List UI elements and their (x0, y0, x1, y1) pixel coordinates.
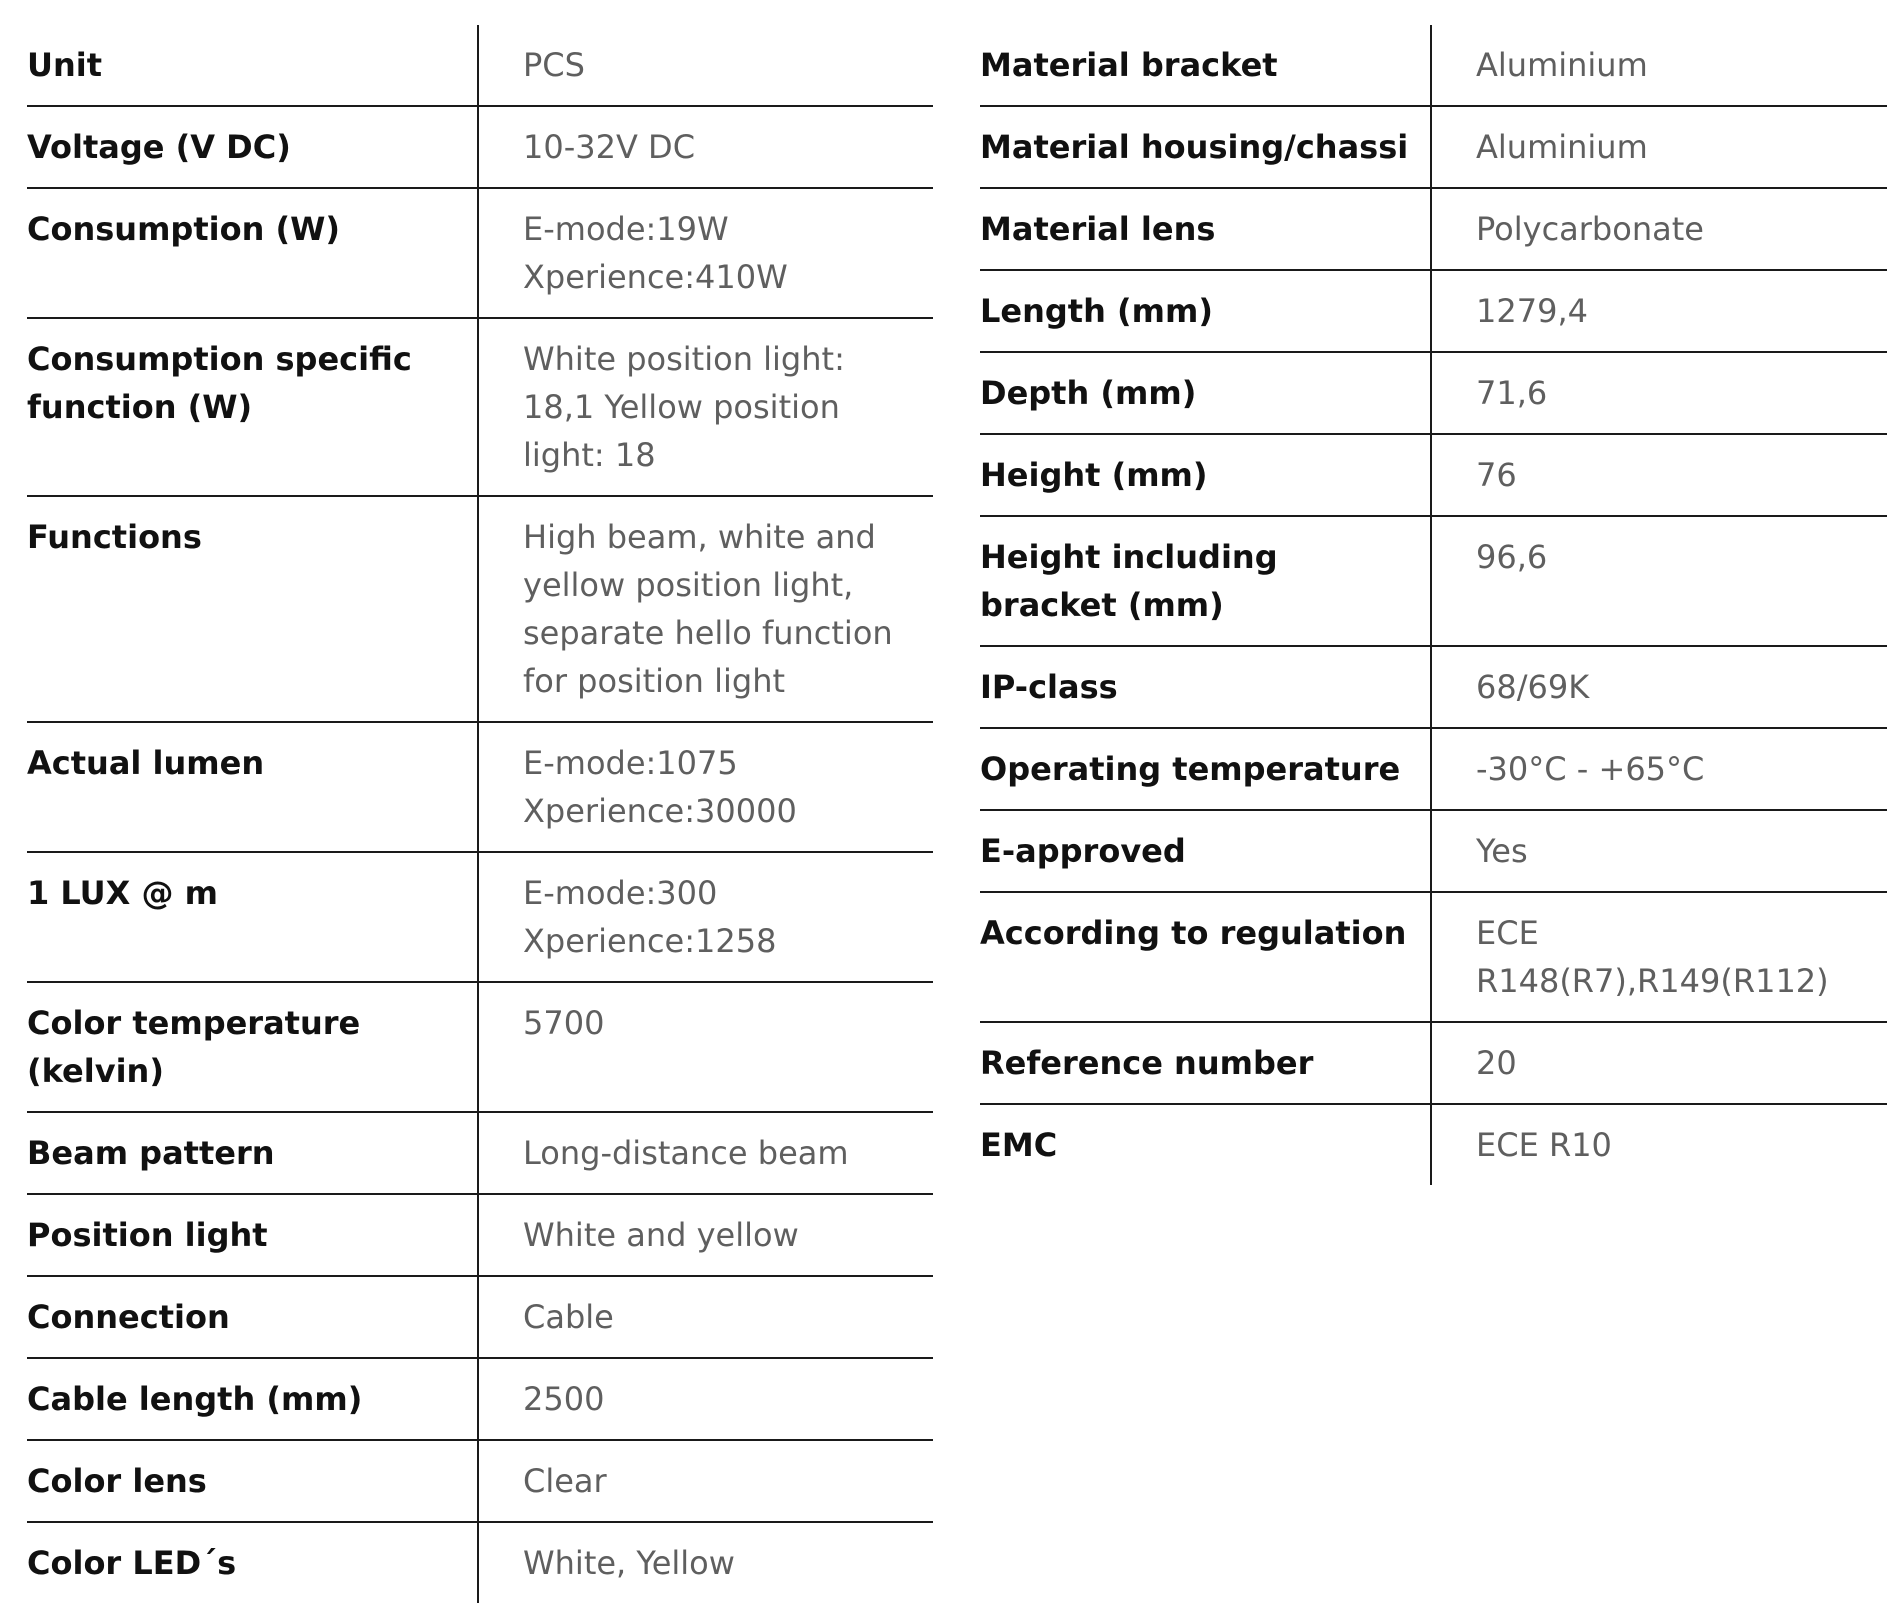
table-row (27, 722, 933, 852)
table-row (980, 892, 1887, 1022)
spec-label: Functions (27, 496, 478, 722)
spec-label: Material housing/chassi (980, 106, 1431, 188)
table-row (980, 810, 1887, 892)
spec-value: Polycarbonate (1431, 188, 1887, 270)
spec-label: Unit (27, 25, 478, 106)
spec-table-right (980, 25, 1887, 1185)
spec-label: Length (mm) (980, 270, 1431, 352)
spec-value: 71,6 (1431, 352, 1887, 434)
spec-label: E-approved (980, 810, 1431, 892)
spec-value: Cable (478, 1276, 933, 1358)
spec-value: White position light: 18,1 Yellow position light: 18 (478, 318, 933, 496)
table-row (980, 352, 1887, 434)
spec-value: 20 (1431, 1022, 1887, 1104)
spec-value: Long-distance beam (478, 1112, 933, 1194)
spec-label: Voltage (V DC) (27, 106, 478, 188)
spec-label: Material lens (980, 188, 1431, 270)
spec-value: 5700 (478, 982, 933, 1112)
spec-label: Height including bracket (mm) (980, 516, 1431, 646)
table-row (27, 1522, 933, 1603)
spec-value: High beam, white and yellow position light, separate hello function for position light (478, 496, 933, 722)
spec-value: 76 (1431, 434, 1887, 516)
table-row (27, 106, 933, 188)
table-row (980, 1022, 1887, 1104)
table-row (980, 646, 1887, 728)
table-row (980, 1104, 1887, 1185)
spec-value: E-mode:300 Xperience:1258 (478, 852, 933, 982)
spec-label: IP-class (980, 646, 1431, 728)
spec-label: According to regulation (980, 892, 1431, 1022)
spec-value: -30°C - +65°C (1431, 728, 1887, 810)
spec-label: Position light (27, 1194, 478, 1276)
spec-table-left (27, 25, 933, 1603)
spec-value: E-mode:1075 Xperience:30000 (478, 722, 933, 852)
spec-value: Yes (1431, 810, 1887, 892)
spec-label: Material bracket (980, 25, 1431, 106)
table-row (27, 1112, 933, 1194)
table-row (980, 270, 1887, 352)
spec-label: Height (mm) (980, 434, 1431, 516)
table-row (27, 188, 933, 318)
spec-label: Consumption (W) (27, 188, 478, 318)
table-row (980, 106, 1887, 188)
spec-label: Beam pattern (27, 1112, 478, 1194)
table-row (980, 516, 1887, 646)
table-row (27, 1194, 933, 1276)
table-row (980, 434, 1887, 516)
spec-label: EMC (980, 1104, 1431, 1185)
spec-value: 96,6 (1431, 516, 1887, 646)
spec-label: Reference number (980, 1022, 1431, 1104)
table-row (27, 496, 933, 722)
spec-label: Cable length (mm) (27, 1358, 478, 1440)
spec-value: 10-32V DC (478, 106, 933, 188)
spec-value: E-mode:19W Xperience:410W (478, 188, 933, 318)
spec-label: Color temperature (kelvin) (27, 982, 478, 1112)
table-row (980, 188, 1887, 270)
spec-value: 1279,4 (1431, 270, 1887, 352)
table-row (27, 318, 933, 496)
spec-value: Clear (478, 1440, 933, 1522)
spec-label: Color LED´s (27, 1522, 478, 1603)
table-row (27, 1276, 933, 1358)
spec-label: Color lens (27, 1440, 478, 1522)
spec-label: 1 LUX @ m (27, 852, 478, 982)
table-row (27, 982, 933, 1112)
spec-label: Operating temperature (980, 728, 1431, 810)
table-row (980, 728, 1887, 810)
table-row (980, 25, 1887, 106)
spec-label: Depth (mm) (980, 352, 1431, 434)
spec-value: PCS (523, 46, 585, 84)
table-row (27, 852, 933, 982)
spec-label: Connection (27, 1276, 478, 1358)
spec-label: Consumption specific function (W) (27, 318, 478, 496)
spec-value: White and yellow (478, 1194, 933, 1276)
spec-value: Aluminium (1476, 46, 1648, 84)
table-row (27, 1358, 933, 1440)
spec-value: White, Yellow (478, 1522, 933, 1603)
spec-value: 68/69K (1431, 646, 1887, 728)
spec-value: Aluminium (1431, 106, 1887, 188)
spec-value: 2500 (478, 1358, 933, 1440)
table-row (27, 1440, 933, 1522)
spec-label: Actual lumen (27, 722, 478, 852)
spec-value: ECE R10 (1431, 1104, 1887, 1185)
spec-value: ECE R148(R7),R149(R112) (1431, 892, 1887, 1022)
table-row (27, 25, 933, 106)
